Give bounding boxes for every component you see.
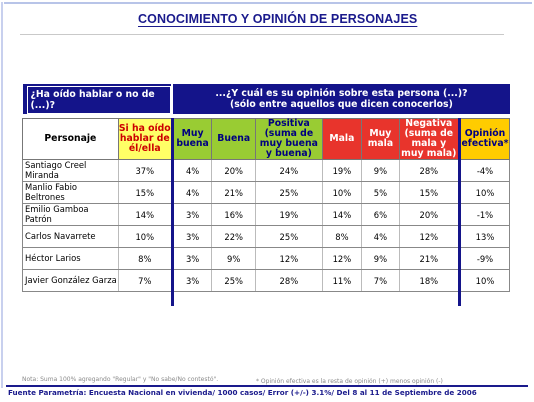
cell-effective: 10% <box>459 270 509 292</box>
top-border <box>4 2 532 4</box>
cell-name: Emilio Gamboa Patrón <box>23 204 119 226</box>
table-row <box>23 248 510 270</box>
cell-bad: 11% <box>322 270 362 292</box>
cell-good: 20% <box>212 160 256 182</box>
cell-very-good: 3% <box>172 204 212 226</box>
col-negative: Negativa (suma de mala y muy mala) <box>399 119 459 160</box>
table-row <box>23 226 510 248</box>
cell-negative: 18% <box>399 270 459 292</box>
cell-very-bad: 9% <box>362 248 399 270</box>
col-heard: Si ha oído hablar de él/ella <box>118 119 172 160</box>
cell-effective: -9% <box>459 248 509 270</box>
cell-effective: -4% <box>459 160 509 182</box>
table-row <box>23 270 510 292</box>
cell-good: 25% <box>212 270 256 292</box>
cell-negative: 20% <box>399 204 459 226</box>
cell-name: Manlio Fabio Beltrones <box>23 182 119 204</box>
cell-bad: 10% <box>322 182 362 204</box>
cell-effective: 13% <box>459 226 509 248</box>
cell-positive: 24% <box>256 160 323 182</box>
cell-good: 22% <box>212 226 256 248</box>
header-heard-question: ¿Ha oído hablar o no de (...)? <box>23 84 173 114</box>
cell-name: Carlos Navarrete <box>23 226 119 248</box>
col-good: Buena <box>212 119 256 160</box>
cell-heard: 10% <box>118 226 172 248</box>
cell-negative: 21% <box>399 248 459 270</box>
col-bad: Mala <box>322 119 362 160</box>
col-positive: Positiva (suma de muy buena y buena) <box>256 119 323 160</box>
cell-negative: 12% <box>399 226 459 248</box>
cell-good: 21% <box>212 182 256 204</box>
footer-divider <box>6 385 528 387</box>
cell-effective: 10% <box>459 182 509 204</box>
cell-bad: 8% <box>322 226 362 248</box>
cell-name: Javier González Garza <box>23 270 119 292</box>
opinion-table <box>22 84 510 306</box>
left-border <box>1 2 3 388</box>
col-person: Personaje <box>23 119 119 160</box>
col-very-good: Muy buena <box>172 119 212 160</box>
cell-very-bad: 5% <box>362 182 399 204</box>
cell-very-good: 3% <box>172 248 212 270</box>
table-row <box>23 182 510 204</box>
cell-positive: 12% <box>256 248 323 270</box>
cell-positive: 28% <box>256 270 323 292</box>
cell-very-bad: 7% <box>362 270 399 292</box>
cell-very-good: 4% <box>172 160 212 182</box>
cell-negative: 28% <box>399 160 459 182</box>
cell-bad: 14% <box>322 204 362 226</box>
cell-very-bad: 9% <box>362 160 399 182</box>
cell-negative: 15% <box>399 182 459 204</box>
cell-heard: 8% <box>118 248 172 270</box>
cell-bad: 19% <box>322 160 362 182</box>
header-opinion-question: ...¿Y cuál es su opinión sobre esta persona (...)? (sólo entre aquellos que dicen conocerlos) <box>172 84 509 114</box>
col-effective: Opinión efectiva* <box>459 119 509 160</box>
source-footer: Fuente Parametría: Encuesta Nacional en vivienda/ 1000 casos/ Error (+/-) 3.1%/ Del 8 al 11 de Septiembre de 2006 <box>8 388 477 397</box>
cell-very-good: 4% <box>172 182 212 204</box>
cell-positive: 25% <box>256 226 323 248</box>
cell-name: Santiago Creel Miranda <box>23 160 119 182</box>
cell-heard: 7% <box>118 270 172 292</box>
cell-very-bad: 4% <box>362 226 399 248</box>
cell-bad: 12% <box>322 248 362 270</box>
cell-very-bad: 6% <box>362 204 399 226</box>
page-title: CONOCIMIENTO Y OPINIÓN DE PERSONAJES <box>138 12 418 26</box>
col-very-bad: Muy mala <box>362 119 399 160</box>
cell-heard: 37% <box>118 160 172 182</box>
title-divider <box>20 34 504 35</box>
cell-name: Héctor Larios <box>23 248 119 270</box>
cell-heard: 14% <box>118 204 172 226</box>
cell-heard: 15% <box>118 182 172 204</box>
cell-very-good: 3% <box>172 226 212 248</box>
cell-effective: -1% <box>459 204 509 226</box>
note-sum: Nota: Suma 100% agregando "Regular" y "No sabe/No contestó". <box>22 376 219 383</box>
cell-positive: 19% <box>256 204 323 226</box>
cell-good: 16% <box>212 204 256 226</box>
cell-good: 9% <box>212 248 256 270</box>
table-row <box>23 160 510 182</box>
table-row <box>23 204 510 226</box>
cell-very-good: 3% <box>172 270 212 292</box>
cell-positive: 25% <box>256 182 323 204</box>
note-effective: * Opinión efectiva es la resta de opinión (+) menos opinión (-) <box>256 378 443 385</box>
